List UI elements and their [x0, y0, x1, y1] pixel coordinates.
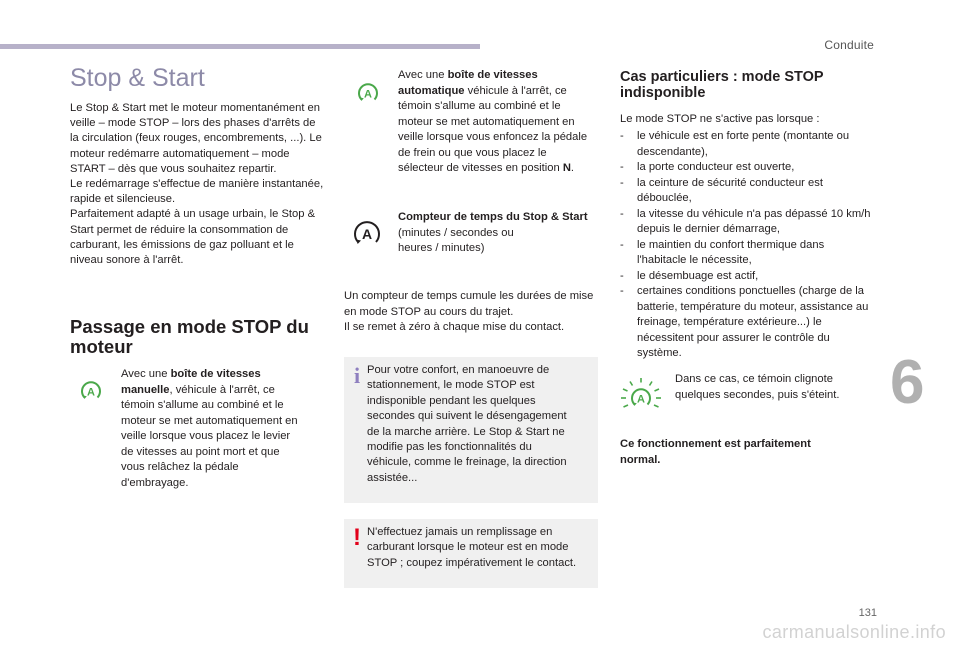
stop-start-green-icon	[80, 380, 102, 402]
page-number: 131	[858, 607, 877, 619]
stop-start-blinking-icon	[620, 377, 662, 415]
warning-icon: !	[353, 524, 361, 551]
list-item: - le maintien du confort thermique dans l'habitacle le nécessite,	[620, 238, 872, 269]
watermark: carmanualsonline.info	[762, 622, 946, 642]
manual-pre: Avec une	[121, 368, 171, 380]
manual-post: , véhicule à l'arrêt, ce témoin s'allume au combiné et le moteur se met automatiquement en veille lorsque vous placez le levier de vitesses au point mort et que vous relâchez la pédale d'embrayage.	[121, 383, 298, 489]
icon-glyph: A	[361, 226, 373, 242]
counter-block	[398, 210, 590, 257]
auto-end: N	[562, 162, 571, 174]
list-item: - la vitesse du véhicule n'a pas dépassé 10 km/h depuis le dernier démarrage,	[620, 207, 872, 238]
intro-paragraph	[70, 101, 326, 268]
intro-text-1: Le Stop & Start met le moteur momentanément en veille – mode STOP – lors des phases d'arrêts de la circulation (feux rouges, encombrements, ...). Le moteur redémarre automatiquement – mode START – dès que vous souhaitez repartir.	[70, 102, 322, 175]
chapter-number: 6	[890, 348, 925, 417]
header-accent-bar	[0, 44, 480, 49]
counter-units: (minutes / secondes ou heures / minutes)	[398, 226, 514, 254]
info-text: Pour votre confort, en manoeuvre de stationnement, le mode STOP est indisponible pendant les quelques secondes qui suivent le désengagement de la marche arrière. Le Stop & Start ne modifie pas les fonctionnalités du véhicule, comme le freinage, la direction assistée...	[367, 364, 567, 484]
list-item: - le véhicule est en forte pente (montante ou descendante),	[620, 129, 872, 160]
list-item: - la porte conducteur est ouverte,	[620, 160, 872, 176]
counter-desc-1: Un compteur de temps cumule les durées de mise en mode STOP au cours du trajet.	[344, 290, 594, 318]
counter-description	[344, 289, 594, 336]
intro-text-2: Le redémarrage s'effectue de manière instantanée, rapide et silencieuse.	[70, 178, 324, 206]
icon-glyph: A	[364, 88, 372, 101]
normal-operation-note: Ce fonctionnement est parfaitement normal.	[620, 438, 811, 466]
warning-text: N'effectuez jamais un remplissage en carburant lorsque le moteur est en mode STOP ; coupez impérativement le contact.	[367, 526, 577, 569]
icon-glyph: A	[637, 393, 645, 406]
stop-start-green-icon	[357, 82, 379, 104]
manual-gearbox-text	[121, 367, 303, 491]
section-header: Conduite	[824, 38, 874, 52]
conditions-list	[620, 129, 872, 362]
info-box	[344, 357, 598, 503]
warning-box	[344, 519, 598, 588]
auto-dot: .	[570, 162, 575, 174]
auto-post: véhicule à l'arrêt, ce témoin s'allume au combiné et le moteur se met automatiquement en veille lorsque vous enfoncez la pédale de frein ou que vous placez le sélecteur de vitesses en position	[398, 84, 588, 174]
auto-pre: Avec une	[398, 69, 448, 81]
manual-bold: boîte de vitesses manuelle	[121, 368, 261, 396]
counter-desc-2: Il se remet à zéro à chaque mise du contact.	[344, 321, 565, 333]
intro-text-3: Parfaitement adapté à un usage urbain, le Stop & Start permet de réduire la consommation de carburant, les émissions de gaz polluant et le niveau sonore à l'arrêt.	[70, 208, 316, 267]
automatic-gearbox-text	[398, 68, 590, 177]
section-heading-stop-mode: Passage en mode STOP du moteur	[70, 316, 309, 357]
auto-bold: boîte de vitesses automatique	[398, 69, 538, 97]
list-item: - le désembuage est actif,	[620, 269, 872, 285]
stop-start-counter-icon	[352, 218, 382, 248]
list-item: - la ceinture de sécurité conducteur est débouclée,	[620, 176, 872, 207]
counter-title: Compteur de temps du Stop & Start	[398, 211, 588, 223]
page-title: Stop & Start	[70, 64, 205, 92]
special-cases-intro: Le mode STOP ne s'active pas lorsque :	[620, 113, 820, 125]
icon-glyph: A	[87, 386, 95, 399]
special-cases-heading: Cas particuliers : mode STOP indisponible	[620, 69, 824, 101]
blink-text: Dans ce cas, ce témoin clignote quelques secondes, puis s'éteint.	[675, 373, 840, 401]
info-icon: i	[354, 363, 361, 388]
list-item: - certaines conditions ponctuelles (charge de la batterie, température du moteur, assistance au freinage, température extérieure...) le nécessitent pour assurer le contrôle du système.	[620, 284, 872, 362]
